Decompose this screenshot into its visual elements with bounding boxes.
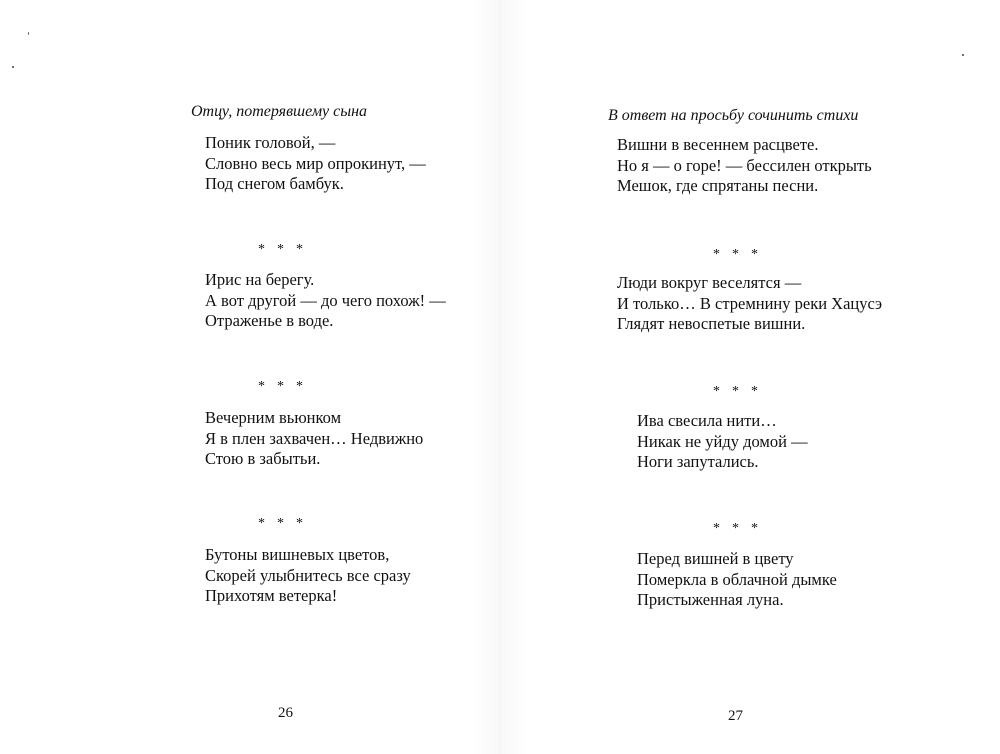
poem-line: Ива свесила нити… [637,411,777,430]
scan-speck [28,32,29,35]
left-poem-3 [205,408,423,470]
scan-speck [12,66,14,68]
left-separator-3: *** [258,516,315,531]
right-page [500,0,1000,754]
right-poem-4 [637,549,837,611]
left-page-number: 26 [278,705,293,721]
scan-speck [962,54,964,56]
poem-line: Я в плен захвачен… Недвижно [205,428,424,448]
left-poem-4 [205,545,411,607]
poem-line: Стою в забытьи. [205,449,321,468]
poem-line: Никак не уйду домой — [637,431,808,451]
right-poem-2 [617,273,882,335]
poem-line: Глядят невоспетые вишни. [617,314,806,333]
poem-line: А вот другой — до чего похож! — [205,290,446,310]
left-page-heading: Отцу, потерявшему сына [191,103,367,120]
left-separator-1: *** [258,242,315,257]
poem-line: Скорей улыбнитесь все сразу [205,565,411,585]
poem-line: Пристыженная луна. [637,590,784,609]
right-separator-2: *** [713,384,770,399]
poem-line: Бутоны вишневых цветов, [205,545,390,564]
right-poem-1 [617,135,872,197]
poem-line: Вечерним вьюнком [205,408,342,427]
right-page-number: 27 [728,708,743,724]
poem-line: Перед вишней в цвету [637,549,794,568]
poem-line: Люди вокруг веселятся — [617,273,802,292]
right-poem-3 [637,411,808,473]
poem-line: Померкла в облачной дымке [637,569,837,589]
poem-line: Отраженье в воде. [205,311,334,330]
poem-line: Но я — о горе! — бессилен открыть [617,155,872,175]
right-page-heading: В ответ на просьбу сочинить стихи [608,107,859,124]
poem-line: И только… В стремнину реки Хацусэ [617,293,883,313]
poem-line: Прихотям ветерка! [205,586,338,605]
poem-line: Под снегом бамбук. [205,174,344,193]
poem-line: Мешок, где спрятаны песни. [617,176,819,195]
right-separator-3: *** [713,521,770,536]
left-poem-2 [205,270,446,332]
left-poem-1 [205,133,426,195]
poem-line: Вишни в весеннем расцвете. [617,135,819,154]
poem-line: Поник головой, — [205,133,336,152]
left-separator-2: *** [258,379,315,394]
poem-line: Ирис на берегу. [205,270,315,289]
poem-line: Словно весь мир опрокинут, — [205,153,426,173]
right-separator-1: *** [713,247,770,262]
poem-line: Ноги запутались. [637,452,759,471]
